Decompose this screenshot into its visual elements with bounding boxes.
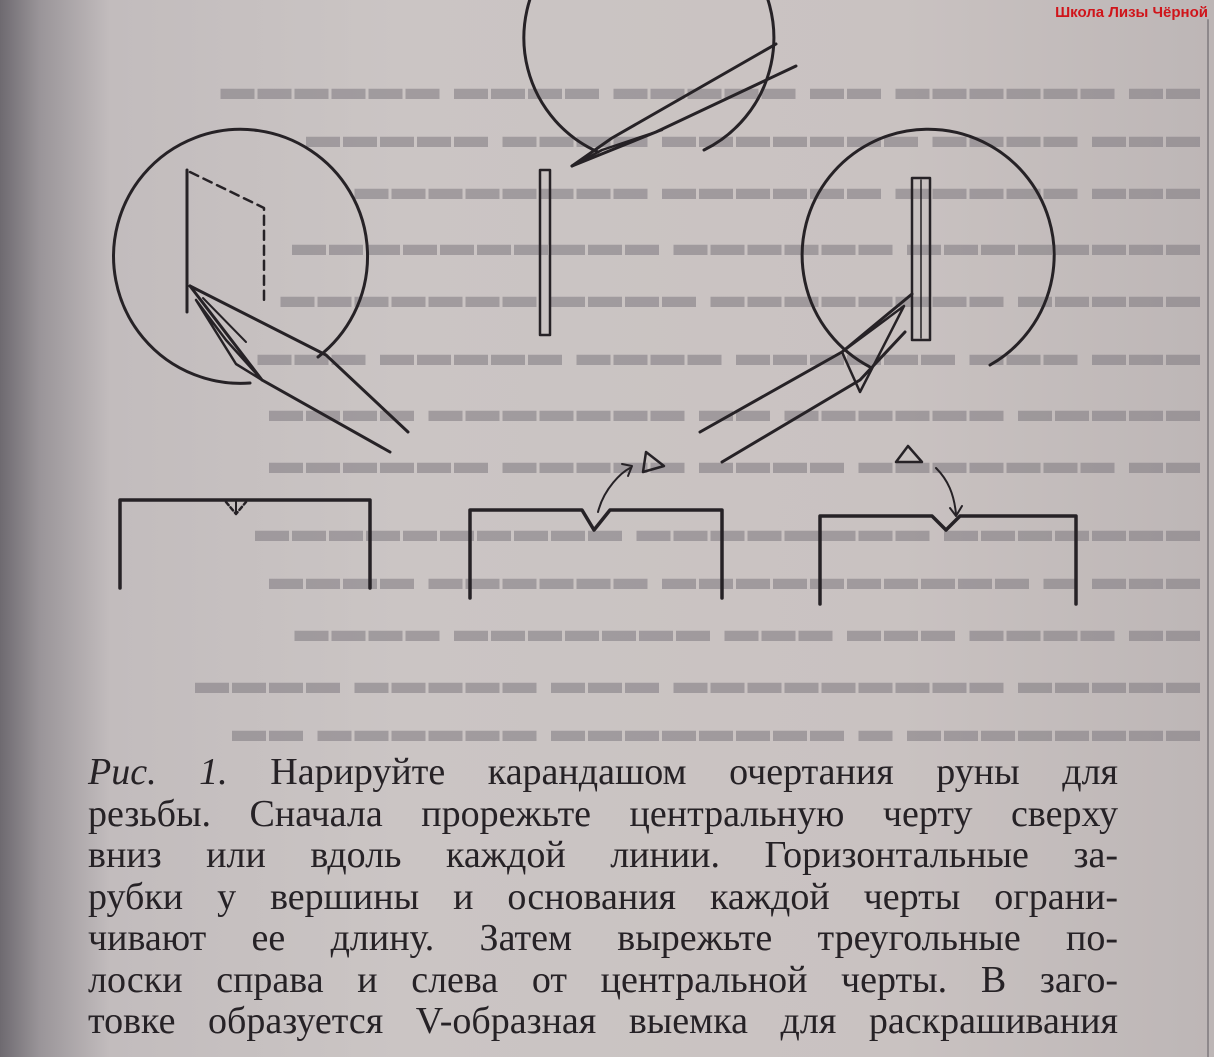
figure-caption: [88, 752, 1118, 1043]
chip-triangle: [643, 452, 664, 472]
show-through-text: ▬▬▬▬▬ ▬▬▬▬▬▬▬▬▬ ▬▬▬ ▬▬▬▬▬ ▬▬▬▬: [192, 664, 1200, 700]
show-through-text: ▬▬▬▬▬▬▬▬ ▬ ▬▬▬▬▬▬▬▬ ▬▬▬▬▬▬ ▬▬: [229, 712, 1200, 748]
chip-triangle: [896, 446, 922, 462]
circle-outline: [114, 129, 368, 383]
knife: [722, 332, 905, 462]
show-through-text: ▬▬ ▬▬▬▬ ▬▬▬ ▬▬▬ ▬▬▬▬▬▬▬ ▬▬▬▬: [291, 612, 1200, 648]
show-through-text: ▬▬ ▬▬▬▬▬▬▬ ▬▬▬▬ ▬▬▬▬▬ ▬▬▬▬▬▬: [266, 444, 1200, 480]
wood-block: [120, 500, 370, 588]
caption-line-7: товке образуется V-образная выемка для раскрашивания: [88, 1000, 1118, 1042]
caption-line-5: чивают ее длину. Затем вырежьте треугольные по-: [88, 917, 1118, 959]
caption-line-3: вниз или вдоль каждой линии. Горизонтальные за-: [88, 834, 1118, 876]
central-cut: [540, 170, 550, 335]
show-through-text: ▬▬▬▬▬ ▬▬▬▬▬▬ ▬▬ ▬▬▬▬▬▬▬ ▬▬▬▬: [266, 392, 1200, 428]
caption-line-2: резьбы. Сначала прорежьте центральную черту сверху: [88, 792, 1118, 835]
show-through-text: ▬▬▬ ▬▬▬▬▬ ▬▬▬▬▬▬ ▬▬▬▬▬▬▬▬: [351, 170, 1200, 206]
dashed-guide: [190, 172, 264, 305]
knife: [190, 286, 408, 432]
caption-line-6: лоски справа и слева от центральной черты. В заго-: [88, 958, 1118, 1001]
show-through-text: ▬▬▬ ▬▬▬ ▬▬▬▬▬▬ ▬▬▬▬ ▬▬▬▬▬ ▬▬▬: [254, 336, 1200, 372]
arrow: [936, 468, 956, 514]
caption-line-1: Рис. 1. Нарируйте карандашом очертания руны для: [88, 751, 1119, 793]
wood-block: [820, 516, 1076, 604]
show-through-text: ▬▬▬▬▬ ▬▬▬▬▬▬▬▬ ▬▬▬▬ ▬▬▬▬▬▬▬: [277, 278, 1200, 314]
show-through-text: ▬▬▬ ▬▬▬▬ ▬▬▬▬▬▬▬ ▬▬▬▬ ▬▬▬▬▬: [303, 118, 1200, 154]
show-through-text: ▬▬▬▬▬▬▬ ▬▬▬▬▬▬▬▬ ▬▬▬▬▬▬▬▬▬▬: [252, 512, 1200, 548]
panel-3: [700, 129, 1076, 604]
arrow: [598, 468, 630, 512]
circle-outline: [524, 0, 774, 152]
caption-line-4: рубки у вершины и основания каждой черты ограни-: [88, 875, 1118, 918]
knife: [190, 286, 390, 452]
panel-2: [470, 0, 796, 598]
knife: [572, 44, 776, 166]
show-through-text: ▬▬▬ ▬ ▬▬▬▬▬▬▬▬▬▬ ▬▬▬▬▬▬ ▬▬▬▬: [266, 560, 1200, 596]
knife-blade: [842, 306, 904, 392]
panel-1: [114, 129, 408, 588]
figure-label: Рис. 1.: [88, 751, 228, 793]
knife: [572, 66, 796, 166]
knife-blade: [196, 300, 262, 380]
show-through-text: ▬▬▬▬▬▬▬▬ ▬▬▬▬▬▬ ▬▬▬▬▬▬▬▬▬▬: [289, 226, 1200, 262]
circle-outline: [802, 129, 1054, 367]
wood-block: [470, 510, 722, 598]
show-through-text: ▬▬ ▬▬▬▬▬▬ ▬▬ ▬▬▬▬▬ ▬▬▬▬ ▬▬▬▬▬▬: [217, 70, 1200, 106]
watermark: Школа Лизы Чёрной: [1055, 4, 1208, 21]
